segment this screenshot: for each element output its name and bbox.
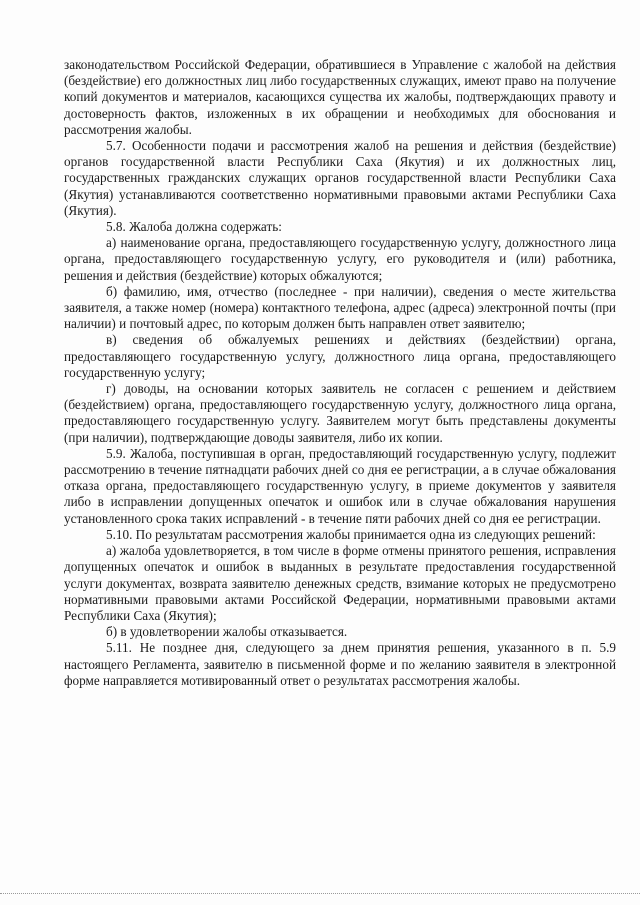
paragraph-5-8-v: в) сведения об обжалуемых решениях и действиях (бездействии) органа, предоставляющего государственную услугу, должностного лица органа, предоставляющего государственную услугу; bbox=[64, 332, 616, 380]
paragraph-5-9: 5.9. Жалоба, поступившая в орган, предоставляющий государственную услугу, подлежит рассмотрению в течение пятнадцати рабочих дней со дня ее регистрации, а в случае обжалования отказа органа, предоставляющего государственную услугу, в приеме документов у заявителя либо в исправлении допущенных опечаток и ошибок или в случае обжалования нарушения установленного срока таких исправлений - в течение пяти рабочих дней со дня ее регистрации. bbox=[64, 445, 616, 526]
paragraph-5-8-a: а) наименование органа, предоставляющего государственную услугу, должностного лица органа, предоставляющего государственную услугу, его руководителя и (или) работника, решения и действия (бездействие) которых обжалуются; bbox=[64, 235, 616, 283]
scan-bottom-edge bbox=[0, 893, 640, 894]
paragraph-5-10-b: б) в удовлетворении жалобы отказывается. bbox=[106, 624, 348, 640]
paragraph-5-10-a: а) жалоба удовлетворяется, в том числе в форме отмены принятого решения, исправления допущенных опечаток и ошибок в выданных в результате предоставления государственной услуги документах, возврата заявителю денежных средств, взимание которых не предусмотрено нормативными правовыми актами Российской Федерации, нормативными правовыми актами Республики Саха (Якутия); bbox=[64, 543, 616, 623]
paragraph-continuation: законодательством Российской Федерации, обратившиеся в Управление с жалобой на действия (бездействие) его должностных лиц либо государственных служащих, имеют право на получение копий документов и материалов, касающихся существа их жалобы, подтверждающих правоту и достоверность фактов, изложенных в их обращении и необходимых для обоснования и рассмотрения жалобы. bbox=[64, 57, 616, 137]
paragraph-5-10: 5.10. По результатам рассмотрения жалобы принимается одна из следующих решений: bbox=[106, 526, 596, 542]
paragraph-5-8-b: б) фамилию, имя, отчество (последнее - при наличии), сведения о месте жительства заявителя, а также номер (номера) контактного телефона, адрес (адреса) электронной почты (при наличии) и почтовый адрес, по которым должен быть направлен ответ заявителю; bbox=[64, 283, 616, 332]
paragraph-5-11: 5.11. Не позднее дня, следующего за днем принятия решения, указанного в п. 5.9 настоящего Регламента, заявителю в письменной форме и по желанию заявителя в электронной форме направляется мотивированный ответ о результатах рассмотрения жалобы. bbox=[64, 640, 616, 688]
paragraph-5-7: 5.7. Особенности подачи и рассмотрения жалоб на решения и действия (бездействие) органов государственной власти Республики Саха (Якутия) и их должностных лиц, государственных гражданских служащих органов государственной власти Республики Саха (Якутия) устанавливаются соответственно нормативными правовыми актами Республики Саха (Якутия). bbox=[64, 138, 616, 218]
paragraph-5-8-g: г) доводы, на основании которых заявитель не согласен с решением и действием (бездействием) органа, предоставляющего государственную услугу, должностного лица органа, предоставляющего государственную услугу. Заявителем могут быть представлены документы (при наличии), подтверждающие доводы заявителя, либо их копии. bbox=[64, 381, 616, 445]
document-body bbox=[64, 57, 616, 689]
paragraph-5-8: 5.8. Жалоба должна содержать: bbox=[106, 219, 282, 235]
